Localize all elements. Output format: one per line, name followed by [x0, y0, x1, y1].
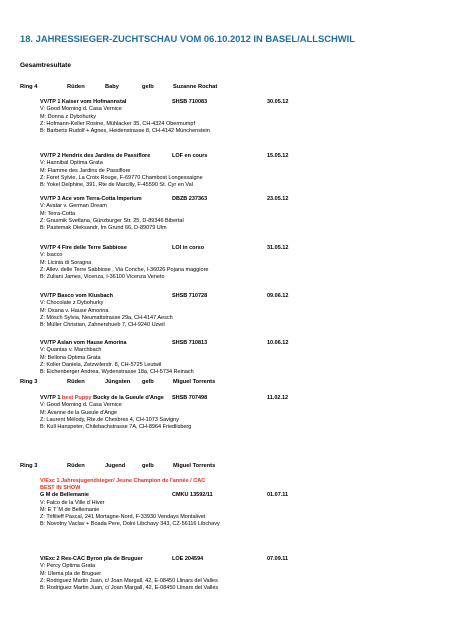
pedigree-line: M: Terra-Cotta	[40, 210, 76, 217]
pedigree-line: M: E´T´M de Bellemanie	[40, 507, 100, 513]
dog-entry	[40, 196, 420, 232]
pedigree-line: Z: Laurent Mélody, Rte.de Chexbres 4, CH-1073 Savigny	[40, 416, 179, 423]
birth-date: 31.05.12	[267, 245, 289, 251]
entry-header	[40, 99, 420, 106]
entry-header	[40, 196, 420, 203]
pedigree-line: Z: Mösch Sylvia, Neumattstrasse 29a, CH-4147 Aesch	[40, 314, 173, 321]
ring-judge: Miguel Torrents	[173, 463, 216, 469]
ring-class: Baby	[105, 84, 119, 90]
ring-group: Rüden	[67, 379, 85, 385]
pedigree-line: M: Oxana v. Hause Amorina	[40, 307, 109, 314]
ring-number: Ring 3	[20, 463, 38, 469]
award-line: V/Exc 1 Jahresjugendsieger/ Jeune Champion de l'année / CAC	[40, 478, 206, 484]
entry-header	[40, 395, 420, 402]
pedigree-line: B: Rodriguez Martin Juan, c/ Joan Margall, 42, E-08450 Llinars del Valles	[40, 585, 219, 591]
pedigree-line: B: Eichenberger Andrea, Wydenstrasse 18a, CH-5734 Reinach	[40, 369, 194, 375]
ring-number: Ring 3	[20, 379, 38, 385]
pedigree-line: B: Kull Hanspeter, Chilebachstrasse 7A, CH-8964 Friedlisberg	[40, 424, 192, 430]
ring-number: Ring 4	[20, 84, 38, 90]
pedigree-line: B: Müller Christian, Zahnershueb 7, CH-9240 Uzwil	[40, 322, 165, 328]
registration-number: DBZB 237363	[172, 196, 208, 202]
ring-group: Rüden	[67, 463, 85, 469]
pedigree-line: B: Pastemak Oleksandr, Im Grund 66, D-89079 Ulm	[40, 225, 167, 231]
pedigree-line: Z: Hofmann-Keller Rosine, Mühlacker 35, CH-4324 Obermumpf	[40, 120, 195, 127]
page-title: 18. JAHRESSIEGER-ZUCHTSCHAU VOM 06.10.2012 IN BASEL/ALLSCHWIL	[20, 33, 355, 44]
pedigree-line: Z: Rodriguez Martin Juan, c/ Joan Margall, 42, E-08450 Llinars del Valles	[40, 577, 218, 584]
pedigree-line: Z: Foret Sylvie, La Croix Rouge, F-69770 Chambost Longessaigne	[40, 174, 203, 181]
pedigree-line: Z: Koller Daniela, Zetzwilerstr. 8, CH-5725 Leutwil	[40, 361, 162, 368]
dog-entry	[40, 293, 420, 329]
ring-color: gelb	[142, 379, 154, 385]
dog-name: VV/TP Aslan vom Hause Amorina	[40, 340, 127, 346]
dog-name: VV/TP 4 Fire delle Terre Sabbiose	[40, 245, 127, 251]
dog-name: VV/TP Basco vom Klusbach	[40, 293, 113, 299]
registration-number: SHSB 710813	[172, 340, 208, 346]
birth-date: 10.06.12	[267, 340, 289, 346]
ring-judge: Miguel Torrents	[173, 379, 216, 385]
pedigree-line: V: Good Morning d. Casa Vernice	[40, 402, 122, 409]
pedigree-line: V: Isacco	[40, 252, 63, 259]
registration-number: SHSB 710728	[172, 293, 208, 299]
page-subtitle: Gesamtresultate	[20, 62, 71, 69]
dog-entry	[40, 99, 420, 135]
birth-date: 23.05.12	[267, 196, 289, 202]
entry-header	[40, 340, 420, 347]
pedigree-line: M: Bellona Optima Grata	[40, 354, 101, 361]
birth-date: 11.02.12	[267, 395, 289, 401]
birth-date: 30.05.12	[267, 99, 289, 105]
pedigree-line: B: Yokel Delphine, 391, Rte de Marcilly, F-45590 St. Cyr en Val	[40, 182, 193, 188]
dog-name: VV/TP 2 Hendrix des Jardins de Passiflore	[40, 153, 151, 159]
pedigree-line: V: Falco de la Ville d´Hiver	[40, 499, 105, 506]
pedigree-line: V: Good Morning d. Casa Vernice	[40, 106, 122, 113]
pedigree-line: V: Percy Optima Grata	[40, 563, 96, 570]
ring-group: Rüden	[67, 84, 85, 90]
birth-date: 09.06.12	[267, 293, 289, 299]
pedigree-line: V: Hannibal Optima Grata	[40, 160, 103, 167]
dog-name: VV/TP 1 best Puppy Bucky de la Gueule d'Ange	[40, 395, 164, 401]
entry-header	[40, 245, 420, 252]
registration-number: CMKU 13592/11	[172, 492, 213, 499]
pedigree-line: V: Avatar v. German Dream	[40, 203, 107, 210]
dog-entry	[40, 153, 420, 189]
dog-name: G M de Bellemanie	[40, 492, 89, 499]
birth-date: 15.05.12	[267, 153, 289, 159]
registration-number: SHSB 707498	[172, 395, 208, 401]
birth-date: 07.09.11	[267, 556, 289, 562]
ring-color: gelb	[142, 84, 154, 90]
pedigree-line: Z: Trifilieff Pascal, 241 Mortagne-Nord, F-33930 Vendays Montalivet	[40, 514, 206, 521]
award-badge: best Puppy	[61, 395, 92, 401]
registration-number: LOI in corso	[172, 245, 205, 251]
dog-entry	[40, 395, 420, 431]
pedigree-line: Z: Allev. delle Terre Sabbiose , Via Conche, I-36026 Pojana maggiore	[40, 266, 209, 273]
pedigree-line: M: Licinia di Soragna	[40, 259, 92, 266]
pedigree-line: M: Ulema pla de Bruguer	[40, 570, 102, 577]
dog-entry	[40, 556, 420, 592]
pedigree-line: B: Novotny Vaclav + Boada Pere, Dolni Libchavy 343, CZ-56116 Libchavy	[40, 521, 220, 528]
dog-name: VV/TP 1 Kaiser vom Hofmannstal	[40, 99, 127, 105]
award-line: BEST IN SHOW	[40, 485, 81, 492]
ring-class: Jugend	[105, 463, 126, 469]
pedigree-line: V: Chocolate z Dybohurky	[40, 300, 104, 307]
pedigree-line: B: Barberis Rudolf + Agnes, Heidenstrasse 8, CH-4142 Münchenstein	[40, 128, 210, 134]
dog-name: V/Exc 2 Res-CAC Byron pla de Bruguer	[40, 556, 143, 562]
entry-header	[40, 492, 420, 499]
registration-number: SHSB 710083	[172, 99, 208, 105]
pedigree-line: M: Donna z Dybohurky	[40, 113, 96, 120]
pedigree-line: B: Zuliani James, Vicenza, I-36100 Vicenza Veneto	[40, 274, 165, 280]
pedigree-line: V: Quantas v. Marchbach	[40, 347, 102, 354]
pedigree-line: M: Flamme des Jardins de Passiflore	[40, 167, 131, 174]
ring-judge: Suzanne Rochat	[173, 84, 218, 90]
dog-entry	[40, 340, 420, 376]
dog-entry	[40, 245, 420, 281]
birth-date: 01.07.11	[267, 492, 289, 499]
dog-entry	[40, 478, 420, 529]
dog-name: VV/TP 3 Ace vom Terra-Cotta Imperium	[40, 196, 142, 202]
entry-header	[40, 153, 420, 160]
ring-color: gelb	[142, 463, 154, 469]
registration-number: LOE 204594	[172, 556, 204, 562]
ring-class: Jüngsten	[105, 379, 131, 385]
pedigree-line: M: Avanne de la Gueule d'Ange	[40, 409, 118, 416]
pedigree-line: Z: Grasmik Svetlana, Günzburger Str. 25, D-89346 Bibertal	[40, 217, 184, 224]
registration-number: LOF en cours	[172, 153, 208, 159]
entry-header	[40, 556, 420, 563]
entry-header	[40, 293, 420, 300]
